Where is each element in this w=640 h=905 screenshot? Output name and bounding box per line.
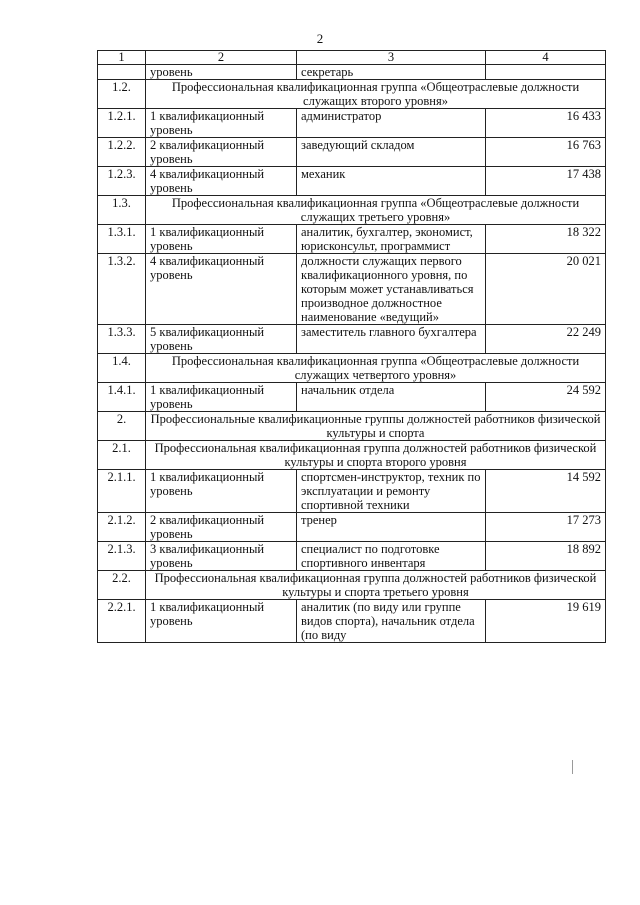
salary-value: 22 249 (486, 325, 606, 354)
row-number: 1.3.1. (98, 225, 146, 254)
salary-value: 18 892 (486, 542, 606, 571)
page-number: 2 (316, 31, 324, 46)
qualification-level: 2 квалификационный уровень (146, 138, 297, 167)
table-row (98, 65, 606, 80)
table-row (98, 325, 606, 354)
qualification-level: 1 квалификационный уровень (146, 600, 297, 643)
position-title: аналитик (по виду или группе видов спорта), начальник отдела (по виду (297, 600, 486, 643)
position-title: начальник отдела (297, 383, 486, 412)
qualification-level: 1 квалификационный уровень (146, 225, 297, 254)
group-title: Профессиональная квалификационная группа должностей работников физической культуры и спорта второго уровня (146, 441, 606, 470)
row-number: 1.3. (98, 196, 146, 225)
row-number: 1.2.2. (98, 138, 146, 167)
position-title: спортсмен-инструктор, техник по эксплуатации и ремонту спортивной техники (297, 470, 486, 513)
row-number: 1.2.3. (98, 167, 146, 196)
salary-value: 18 322 (486, 225, 606, 254)
row-number: 1.2.1. (98, 109, 146, 138)
row-number: 1.3.3. (98, 325, 146, 354)
group-row (98, 571, 606, 600)
group-title: Профессиональные квалификационные группы должностей работников физической культуры и спорта (146, 412, 606, 441)
row-number (98, 65, 146, 80)
group-row (98, 354, 606, 383)
qualification-level: 4 квалификационный уровень (146, 167, 297, 196)
table-row (98, 470, 606, 513)
group-row (98, 441, 606, 470)
header-col-2: 2 (146, 51, 297, 65)
header-col-1: 1 (98, 51, 146, 65)
group-row (98, 80, 606, 109)
row-number: 2.1.1. (98, 470, 146, 513)
position-title: механик (297, 167, 486, 196)
position-title: аналитик, бухгалтер, экономист, юрисконсульт, программист (297, 225, 486, 254)
row-number: 2.1.3. (98, 542, 146, 571)
table-row (98, 513, 606, 542)
row-number: 2.1. (98, 441, 146, 470)
row-number: 2. (98, 412, 146, 441)
position-title: специалист по подготовке спортивного инвентаря (297, 542, 486, 571)
salary-value: 24 592 (486, 383, 606, 412)
qualification-level: уровень (146, 65, 297, 80)
row-number: 1.3.2. (98, 254, 146, 325)
position-title: заведующий складом (297, 138, 486, 167)
row-number: 1.4. (98, 354, 146, 383)
header-col-3: 3 (297, 51, 486, 65)
table-row (98, 109, 606, 138)
row-number: 2.2.1. (98, 600, 146, 643)
row-number: 1.2. (98, 80, 146, 109)
position-title: тренер (297, 513, 486, 542)
row-number: 1.4.1. (98, 383, 146, 412)
group-title: Профессиональная квалификационная группа «Общеотраслевые должности служащих четвертого уровня» (146, 354, 606, 383)
table-row (98, 542, 606, 571)
qualification-level: 4 квалификационный уровень (146, 254, 297, 325)
table-row (98, 225, 606, 254)
qualification-level: 1 квалификационный уровень (146, 383, 297, 412)
salary-value: 16 763 (486, 138, 606, 167)
qualification-level: 3 квалификационный уровень (146, 542, 297, 571)
scan-mark (572, 760, 573, 774)
position-title: должности служащих первого квалификационного уровня, по которым может устанавливаться производное должностное наименование «ведущий» (297, 254, 486, 325)
qualification-level: 1 квалификационный уровень (146, 470, 297, 513)
salary-value: 19 619 (486, 600, 606, 643)
group-row (98, 196, 606, 225)
group-title: Профессиональная квалификационная группа «Общеотраслевые должности служащих второго уровня» (146, 80, 606, 109)
table-row (98, 254, 606, 325)
salary-value: 16 433 (486, 109, 606, 138)
salary-value: 17 438 (486, 167, 606, 196)
row-number: 2.1.2. (98, 513, 146, 542)
salary-value (486, 65, 606, 80)
position-title: администратор (297, 109, 486, 138)
group-title: Профессиональная квалификационная группа «Общеотраслевые должности служащих третьего уровня» (146, 196, 606, 225)
table-row (98, 138, 606, 167)
table-header-row (98, 51, 606, 65)
group-row (98, 412, 606, 441)
qualification-level: 1 квалификационный уровень (146, 109, 297, 138)
position-title: секретарь (297, 65, 486, 80)
position-title: заместитель главного бухгалтера (297, 325, 486, 354)
qualification-level: 2 квалификационный уровень (146, 513, 297, 542)
table-row (98, 600, 606, 643)
header-col-4: 4 (486, 51, 606, 65)
table-row (98, 383, 606, 412)
salary-value: 14 592 (486, 470, 606, 513)
qualification-level: 5 квалификационный уровень (146, 325, 297, 354)
row-number: 2.2. (98, 571, 146, 600)
table-row (98, 167, 606, 196)
salary-value: 20 021 (486, 254, 606, 325)
group-title: Профессиональная квалификационная группа должностей работников физической культуры и спорта третьего уровня (146, 571, 606, 600)
salary-value: 17 273 (486, 513, 606, 542)
salary-table (97, 50, 606, 643)
